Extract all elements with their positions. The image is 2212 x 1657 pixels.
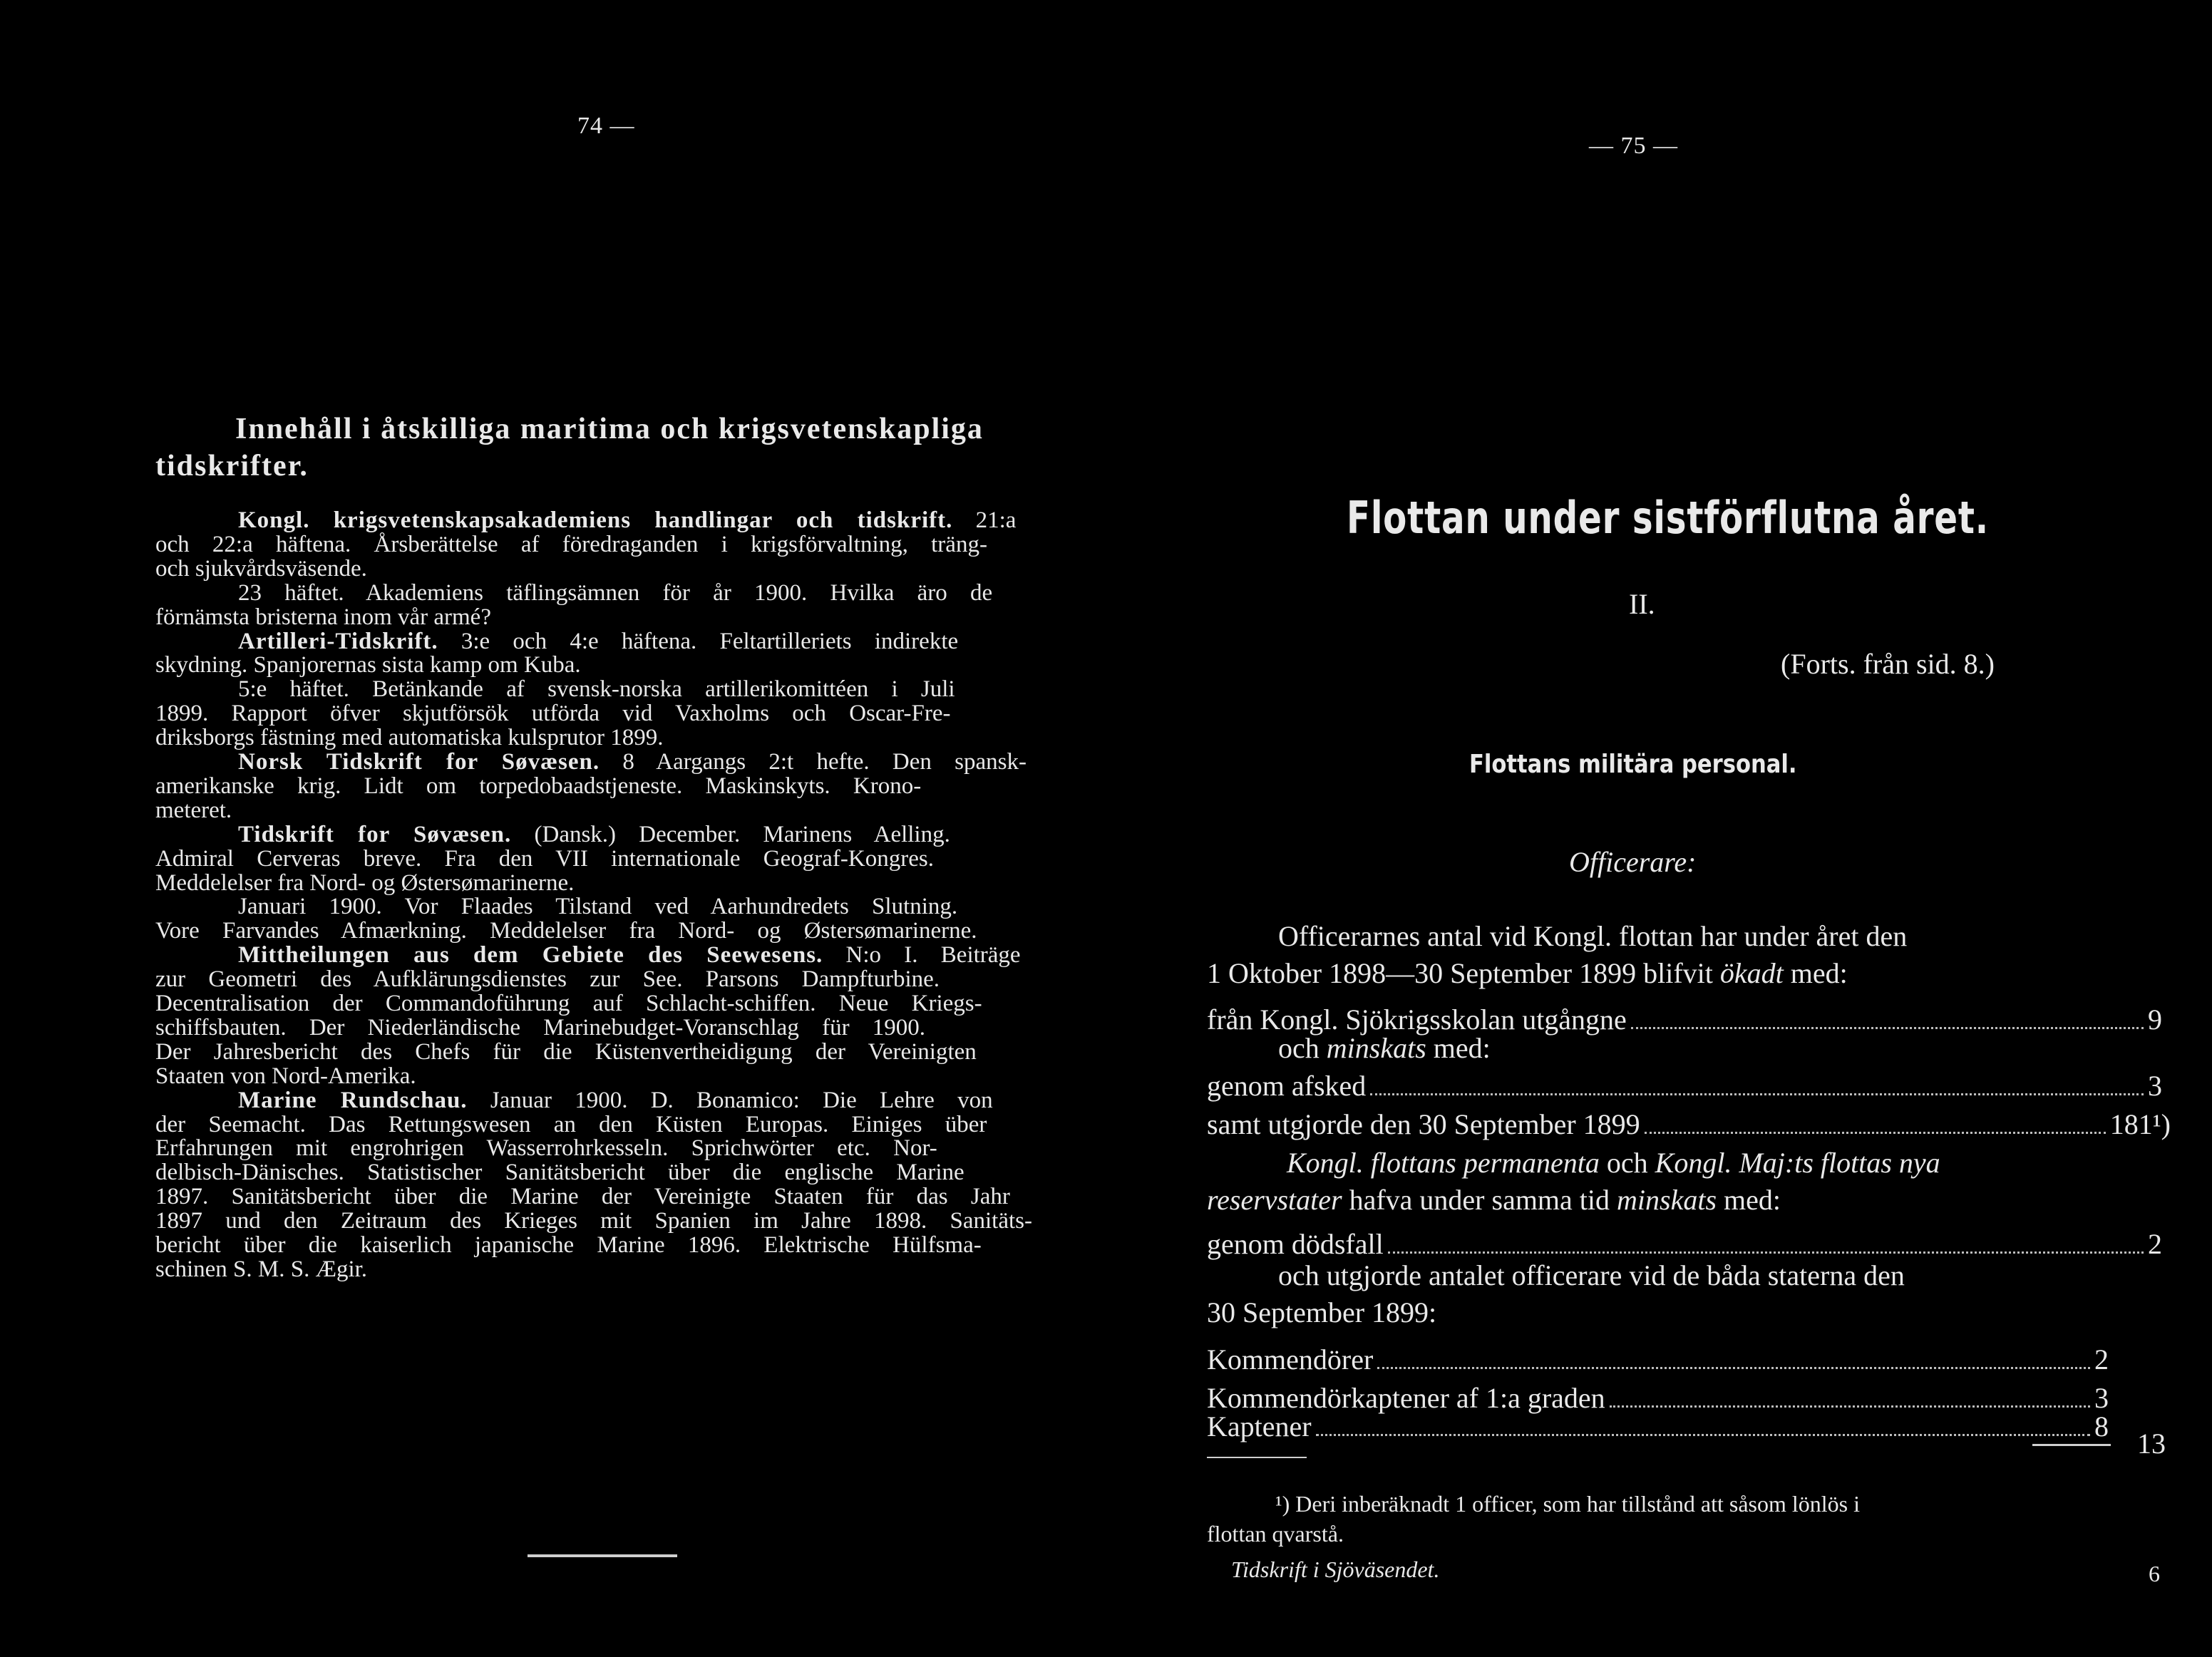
entry-line [155,796,232,825]
text-run: 3:e och 4:e häftena. Feltartilleriets indirekte [438,629,959,654]
page-number-right: — 75 — [1589,133,1678,159]
body-line-7 [1287,1146,1940,1180]
text-run: Staaten von Nord-Amerika. [155,1063,416,1089]
text-run: förnämsta bristerna inom vår armé? [155,604,491,630]
row-label [1207,1108,1640,1141]
journal-name: Kongl. krigsvetenskapsakademiens handlingar och tidskrift. [238,507,953,533]
article-title-line-1 [235,412,984,446]
italic-text: Kongl. flottans permanenta [1287,1147,1600,1179]
text-run: meteret. [155,797,232,823]
text-run: 1897 und den Zeitraum des Krieges mit Spanien im Jahre 1898. Sanitäts- [155,1208,1032,1234]
row-label [1207,1069,1366,1103]
journal-name: Tidskrift for Søvæsen. [238,822,512,847]
text-run: Januari 1900. Vor Flaades Tilstand ved Aarhundredets Slutning. [238,894,958,919]
text-run: Erfahrungen mit engrohrigen Wasserrohrkesseln. Sprichwörter etc. Nor- [155,1135,937,1161]
text-run: 21:a [952,507,1017,533]
text-run: Kommendörer [1207,1343,1374,1375]
row-utgjorde [1207,1108,2171,1141]
text-run: 8 Aargangs 2:t hefte. Den spansk- [600,749,1027,775]
leader-dots [1316,1434,2090,1436]
text-run: skydning. Spanjorernas sista kamp om Kuba. [155,652,581,678]
part-number: II. [1629,588,1655,620]
text-run: och sjukvårdsväsende. [155,556,367,582]
total-value: 13 [2137,1428,2166,1460]
text-run: Januar 1900. D. Bonamico: Die Lehre von [467,1088,993,1113]
row-label [1207,1227,1384,1261]
text-run: Admiral Cerveras breve. Fra den VII internationale Geograf-Kongres. [155,846,934,872]
text-run: och utgjorde antalet officerare vid de båda staterna den [1278,1259,1905,1291]
chapter-title: Flottan under sistförflutna året. [1347,492,1989,544]
row-dodsfall [1207,1220,2162,1261]
sheet-mark: 6 [2149,1561,2160,1586]
text-run: bericht über die kaiserlich japanische Marine 1896. Elektrische Hülfsma- [155,1232,982,1258]
text-run: schinen S. M. S. Ægir. [155,1256,368,1282]
text-run: Kommendörkaptener af 1:a graden [1207,1382,1605,1414]
text-run: och [1278,1032,1327,1064]
text-run: från Kongl. Sjökrigsskolan utgångne [1207,1003,1627,1036]
footnote-line-2 [1207,1519,1344,1548]
right-page [1106,0,2212,1657]
text-run: genom dödsfall [1207,1228,1384,1260]
body-line-1 [1278,919,1907,954]
journal-name: Artilleri-Tidskrift. [238,629,438,654]
text-run: driksborgs fästning med automatiska kulsprutor 1899. [155,725,664,750]
journal-name: Norsk Tidskrift for Søvæsen. [238,749,600,775]
text-run: 1897. Sanitätsbericht über die Marine der Vereinigte Staaten für das Jahr [155,1184,1010,1209]
text-run: Innehåll i åtskilliga maritima och krigsvetenskapliga [235,413,984,445]
end-rule [528,1554,677,1557]
text-run: Der Jahresbericht des Chefs für die Küstenvertheidigung der Vereinigten [155,1039,977,1065]
text-run: ¹) Deri inberäknadt 1 officer, som har tillstånd att såsom lönlös i [1275,1491,1860,1517]
italic-text: Kongl. Maj:ts flottas nya [1655,1147,1940,1179]
entry-line [155,1255,367,1284]
journal-name: Marine Rundschau. [238,1088,468,1113]
leader-dots [1645,1132,2106,1134]
row-value: 9 [2148,1003,2162,1036]
body-line-8 [1207,1183,1781,1217]
journal-signature: Tidskrift i Sjöväsendet. [1231,1557,1440,1582]
leader-dots [1377,1367,2090,1369]
text-run: schiffsbauten. Der Niederländische Marinebudget-Voranschlag für 1900. [155,1015,926,1041]
text-run: 1 Oktober 1898—30 September 1899 blifvit [1207,957,1720,989]
italic-text: minskats [1326,1032,1426,1064]
article-title-line-2 [155,449,309,483]
text-run: Vore Farvandes Afmærkning. Meddelelser fra Nord- og Østersømarinerne. [155,918,977,944]
body-line-10 [1278,1259,1905,1293]
footnote-line-1 [1275,1490,1860,1518]
text-run: flottan qvarstå. [1207,1521,1344,1547]
continuation-note: (Forts. från sid. 8.) [1781,648,1995,680]
leader-dots [1388,1251,2144,1254]
section-heading: Flottans militära personal. [1469,750,1797,779]
text-run: amerikanske krig. Lidt om torpedobaadstjeneste. Maskinskyts. Krono- [155,773,922,799]
row-kaptener [1207,1410,2109,1443]
row-value: 181¹) [2109,1108,2171,1140]
body-line-11 [1207,1296,1436,1330]
subsection-heading: Officerare: [1569,846,1697,878]
text-run: hafva under samma tid [1342,1184,1617,1216]
text-run: Officerarnes antal vid Kongl. flottan har under året den [1278,920,1908,952]
row-value: 2 [2094,1343,2109,1375]
leader-dots [1370,1093,2144,1095]
text-run: och [1599,1147,1655,1179]
leader-dots [1610,1405,2090,1408]
text-run: delbisch-Dänisches. Statistischer Sanitätsbericht über die englische Marine [155,1160,964,1185]
text-run: (Dansk.) December. Marinens Aelling. [511,822,950,847]
text-run: samt utgjorde den 30 September 1899 [1207,1108,1640,1140]
text-run: och 22:a häftena. Årsberättelse af föredraganden i krigsförvaltning, träng- [155,532,987,557]
body-line-4 [1278,1031,1491,1065]
row-kommendorer [1207,1333,2109,1376]
row-value: 3 [2094,1382,2109,1414]
text-run: der Seemacht. Das Rettungswesen an den Küsten Europas. Einiges über [155,1112,987,1137]
body-line-2 [1207,956,1848,991]
text-run: 5:e häftet. Betänkande af svensk-norska artillerikomittéen i Juli [238,676,955,702]
entry-line [155,772,921,800]
text-run: 23 häftet. Akademiens täflingsämnen för år 1900. Hvilka äro de [238,580,993,606]
text-run: Meddelelser fra Nord- og Østersømarinerne. [155,870,575,896]
text-run: tidskrifter. [155,450,309,482]
leader-dots [1631,1027,2144,1029]
italic-text: ökadt [1719,957,1784,989]
row-value: 8 [2094,1410,2109,1442]
italic-text: minskats [1617,1184,1717,1216]
text-run: med: [1783,957,1848,989]
text-run: med: [1426,1032,1491,1064]
text-run: genom afsked [1207,1070,1367,1102]
text-run: Kaptener [1207,1410,1312,1442]
italic-text: reservstater [1207,1184,1342,1216]
row-label [1207,1410,1312,1443]
row-afsked [1207,1069,2162,1103]
sum-rule [2032,1444,2111,1446]
row-utgangne [1207,994,2162,1036]
row-value: 3 [2148,1070,2162,1102]
text-run: zur Geometri des Aufklärungsdienstes zur See. Parsons Dampfturbine. [155,966,940,992]
text-run: N:o I. Beiträge [823,942,1021,968]
footnote-rule [1207,1457,1307,1458]
text-run: 1899. Rapport öfver skjutförsök utförda vid Vaxholms och Oscar-Fre- [155,701,951,726]
text-run: med: [1717,1184,1781,1216]
text-run: 30 September 1899: [1207,1296,1437,1328]
text-run: Decentralisation der Commandoführung auf Schlacht-schiffen. Neue Kriegs- [155,991,982,1016]
row-value: 2 [2148,1228,2162,1260]
journal-name: Mittheilungen aus dem Gebiete des Seewesens. [238,942,823,968]
row-kommendorkaptener [1207,1371,2109,1415]
page-number-left: 74 — [577,113,635,139]
